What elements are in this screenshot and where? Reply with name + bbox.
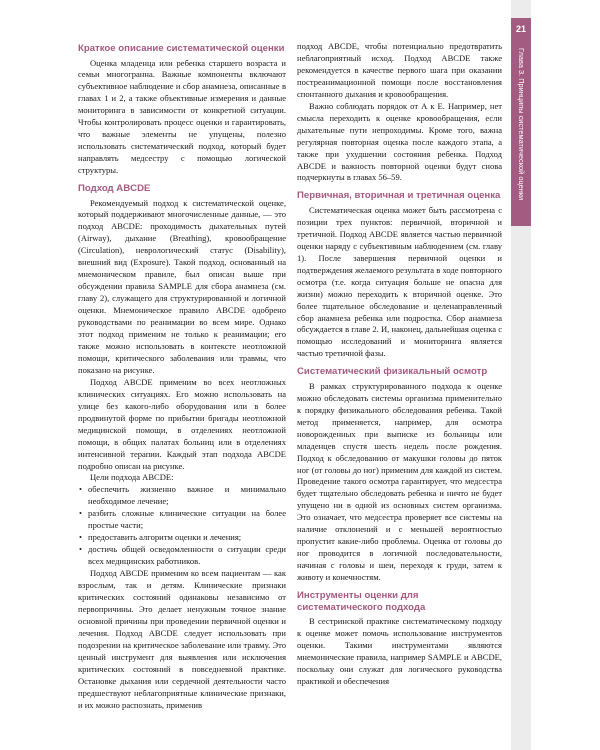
paragraph: подход ABCDE, чтобы потенциально предотвратить неблагоприятный исход. Подход ABCDE также рекомендуется в качестве первого шага при оказании постреанимационной помощи после восстановления спонтанного дыхания и кровообращения. <box>297 41 502 99</box>
section-heading-physical-exam: Систематический физикальный осмотр <box>297 366 488 378</box>
left-column <box>78 40 286 712</box>
goals-intro: Цели подхода ABCDE: <box>90 472 174 483</box>
chapter-label: Глава 3. Принципы систематической оценки <box>517 48 526 201</box>
list-item: • достичь общей осведомленности о ситуации среди всех медицинских работников. <box>78 544 286 568</box>
right-column <box>297 41 502 688</box>
list-item: • обеспечить жизненно важное и минимально необходимое лечение; <box>78 484 286 508</box>
paragraph: Подход ABCDE применим во всех неотложных клинических ситуациях. Его можно использовать на улице без какого-либо оборудования или в более продвинутой форме по прибытии бригады неотложной медицинской помощи, в отделениях неотложной помощи, в общих палатах больниц или в отделениях интенсивной терапии. Каждый этап подхода ABCDE подробно описан на рисунке. <box>78 376 286 471</box>
section-heading-abcde: Подход ABCDE <box>78 183 151 195</box>
paragraph: Систематическая оценка может быть рассмотрена с позиции трех пунктов: первичной, вторичной и третичной. Подход ABCDE является частью первичной оценки наряду с субъективным наблюдением (см. главу 1). После завершения первичной оценки и подтверждения желаемого результата в ходе повторного осмотра (т.е. когда ситуация больше не опасна для жизни) можно переходить к вторичной оценке. Это более тщательное обследование и целенаправленный сбор анамнеза ребенка или подростка. Сбор анамнеза обсуждается в главе 2. И, наконец, дальнейшая оценка с помощью исследований и мониторинга является частью третичной фазы. <box>297 204 502 359</box>
paragraph: Важно соблюдать порядок от А к Е. Например, нет смысла переходить к оценке кровообращения, если дыхательные пути непроходимы. Кроме того, важна регулярная повторная оценка после каждого этапа, а также при ухудшении состояния ребенка. Подход ABCDE и важность повторной оценки будут снова подчеркнуты в главах 56–59. <box>297 100 502 183</box>
paragraph: В сестринской практике систематическому подходу к оценке может помочь использование инструментов оценки. Такими инструментами являются мнемонические правила, например SAMPLE и ABCDE, поскольку они служат для логического руководства практикой и обеспечения <box>297 616 502 686</box>
goals-list <box>78 484 286 568</box>
section-heading-overview: Краткое описание систематической оценки <box>78 43 285 54</box>
paragraph: Оценка младенца или ребенка старшего возраста и семьи многогранна. Важные компоненты включают субъективное наблюдение и сбор анамнеза, описанные в главах 1 и 2, а также объективные измерения и данные мониторинга в зависимости от конкретной ситуации. Чтобы контролировать процесс оценки и гарантировать, что важные элементы не упущены, полезно использовать систематический подход, который будет направлять медсестру с помощью логической структуры. <box>78 57 286 176</box>
section-heading-tools: Инструменты оценки для систематического подхода <box>297 590 426 613</box>
page-number: 21 <box>515 24 526 34</box>
section-heading-assessment-phases: Первичная, вторичная и третичная оценка <box>297 190 501 202</box>
paragraph: Рекомендуемый подход к систематической оценке, который поддерживают многочисленные данные, — это подход ABCDE: проходимость дыхательных путей (Airway), дыхание (Breathing), кровообращение (Circulation), неврологический статус (Disability), внешний вид (Exposure). Такой подход, основанный на мнемоническом правиле, был описан выше при обсуждении правила SAMPLE для сбора анамнеза (см. главу 2), служащего для структурированной и логичной оценки. Мнемоническое правило ABCDE одобрено руководствами по реанимации во всем мире. Однако этот подход применим не только к реанимации; его также можно использовать в контексте неотложной помощи, критического заболевания или травмы, что показано на рисунке. <box>78 197 286 375</box>
list-item: • предоставить алгоритм оценки и лечения; <box>78 532 286 544</box>
paragraph: В рамках структурированного подхода к оценке можно обследовать системы организма применительно к порядку физикального обследования ребенка. Такой метод применяется, например, для осмотра новорожденных при выписке из больницы или младенцев спустя шесть недель после рождения. Подход к обследованию от макушки головы до пяток ног (от головы до ног) применим для каждой из систем. Проведение такого осмотра гарантирует, что медсестра будет тщательно обследовать ребенка и ничто не будет упущено ни в одной из основных систем организма. Это означает, что медсестра проверяет все системы на наличие отклонений и с меньшей вероятностью пропустит какие-либо проблемы. Оценка от головы до ног проводится в логичной последовательности, начиная с головы и шеи, переходя к груди, затем к животу и конечностям. <box>297 380 502 583</box>
list-item: • разбить сложные клинические ситуации на более простые части; <box>78 508 286 532</box>
paragraph: Подход ABCDE применим ко всем пациентам — как взрослым, так и детям. Клинические признаки критических состояний одинаковы независимо от первопричины. Это делает ненужным точное знание основной причины при проведении первичной оценки и лечения. Подход ABCDE следует использовать при подозрении на критическое заболевание или травму. Это ценный инструмент для выявления или исключения критических состояний в повседневной практике. Остановке дыхания или сердечной деятельности часто предшествуют неблагоприятные клинические признаки, и их можно распознать, применив <box>78 568 286 710</box>
